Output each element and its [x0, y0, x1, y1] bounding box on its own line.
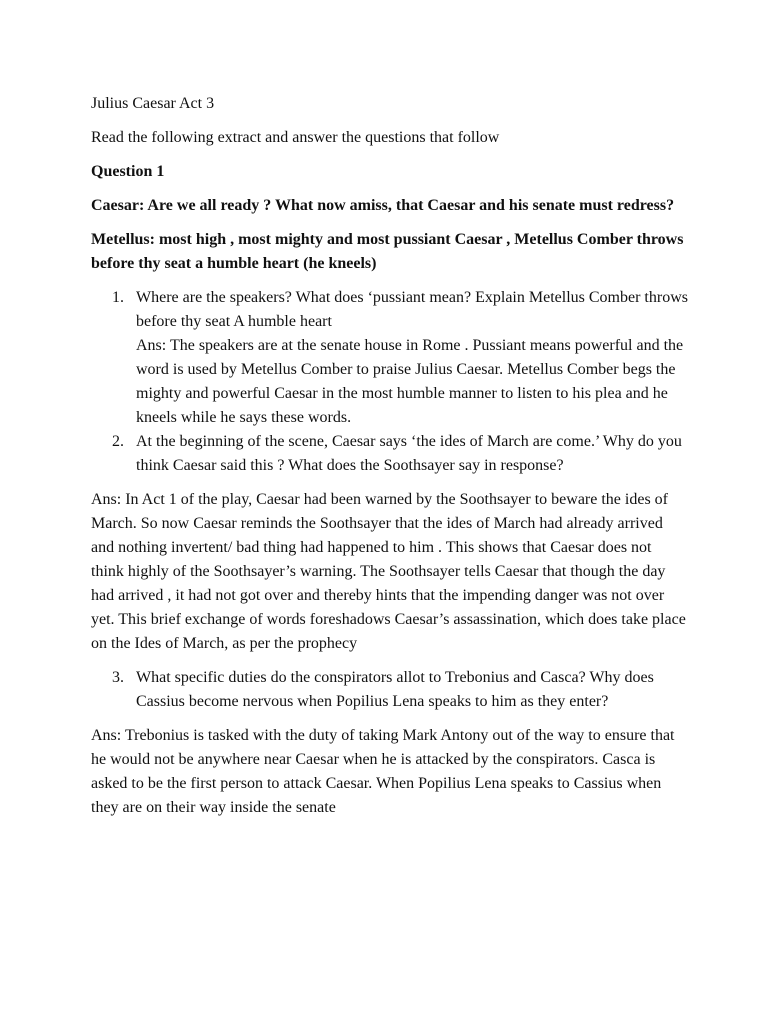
question-list	[91, 286, 688, 478]
question-text-3: What specific duties do the conspirators allot to Trebonius and Casca? Why does Cassius become nervous when Popilius Lena speaks to him as they enter?	[136, 669, 654, 710]
document-title: Julius Caesar Act 3	[91, 95, 215, 112]
question-list-continued	[91, 666, 688, 714]
question-text-1: Where are the speakers? What does ‘pussiant mean? Explain Metellus Comber throws before thy seat A humble heart	[136, 289, 688, 330]
extract-metellus-line: Metellus: most high , most mighty and most pussiant Caesar , Metellus Comber throws before thy seat a humble heart (he kneels)	[91, 231, 684, 272]
question-heading: Question 1	[91, 163, 165, 180]
extract-caesar-line: Caesar: Are we all ready ? What now amiss, that Caesar and his senate must redress?	[91, 197, 675, 214]
question-item-2	[112, 430, 688, 478]
question-item-1	[112, 286, 688, 430]
question-text-2: At the beginning of the scene, Caesar says ‘the ides of March are come.’ Why do you think Caesar said this ? What does the Soothsayer say in response?	[136, 433, 682, 474]
instruction-text: Read the following extract and answer the questions that follow	[91, 129, 500, 146]
answer-text-1: Ans: The speakers are at the senate house in Rome . Pussiant means powerful and the word is used by Metellus Comber to praise Julius Caesar. Metellus Comber begs the mighty and powerful Caesar in the most humble manner to listen to his plea and he kneels while he says these words.	[136, 337, 684, 426]
answer-paragraph-2: Ans: In Act 1 of the play, Caesar had been warned by the Soothsayer to beware the ides of March. So now Caesar reminds the Soothsayer that the ides of March had already arrived and nothing invertent/ bad thing had happened to him . This shows that Caesar does not think highly of the Soothsayer’s warning. The Soothsayer tells Caesar that though the day had arrived , it had not got over and thereby hints that the impending danger was not over yet. This brief exchange of words foreshadows Caesar’s assassination, which does take place on the Ides of March, as per the prophecy	[91, 491, 686, 652]
answer-paragraph-3: Ans: Trebonius is tasked with the duty of taking Mark Antony out of the way to ensure that he would not be anywhere near Caesar when he is attacked by the conspirators. Casca is asked to be the first person to attack Caesar. When Popilius Lena speaks to Cassius when they are on their way inside the senate	[91, 727, 675, 816]
question-number-3: 3.	[112, 669, 124, 686]
question-number-1: 1.	[112, 289, 124, 306]
question-number-2: 2.	[112, 433, 124, 450]
question-item-3	[112, 666, 688, 714]
